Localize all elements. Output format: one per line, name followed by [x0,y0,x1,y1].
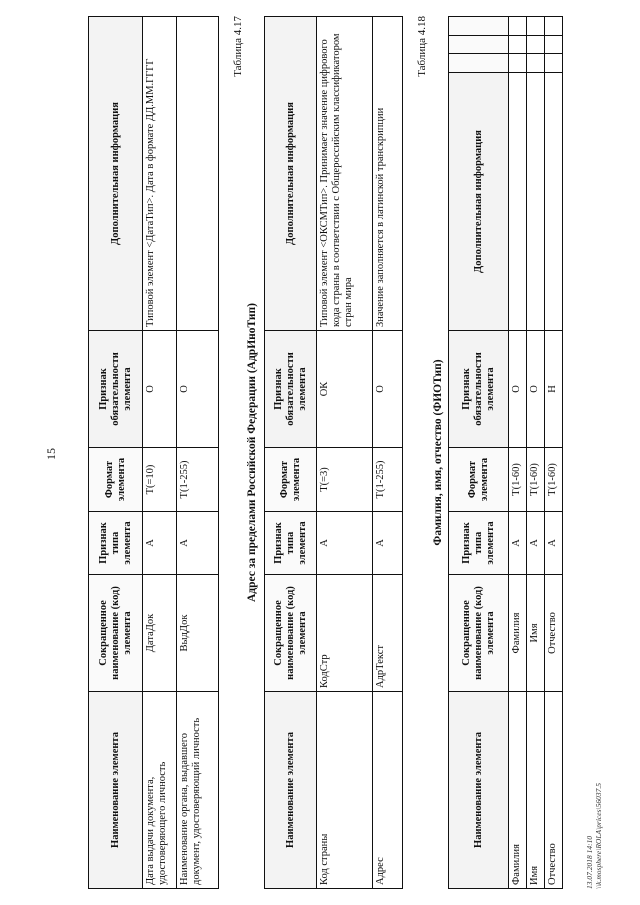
table-row [317,17,373,889]
table-header-row [265,17,317,889]
table-caption: Адрес за пределами Российской Федерации (АдрИноТип) [246,303,258,602]
cell-code: ВыдДок [177,575,219,692]
cell-name: Код страны [317,692,373,889]
table-row [143,17,177,889]
header-name: Наименование элемента [265,692,317,889]
cell-empty [509,54,527,73]
table-row [177,17,219,889]
header-required: Признак обязательности элемента [449,331,509,448]
header-name: Наименование элемента [449,692,509,889]
cell-format: Т(=3) [317,448,373,512]
header-empty [449,36,509,54]
table-header-row [89,17,143,889]
cell-format: Т(1-60) [545,448,563,512]
cell-info: Типовой элемент <ДатаТип>. Дата в формате ДД.ММ.ГГГГ [143,17,177,331]
header-empty [449,54,509,73]
header-type: Признак типа элемента [89,512,143,575]
cell-type: А [317,512,373,575]
table-full-name [448,16,563,889]
cell-empty [509,17,527,36]
table-document-dates [88,16,219,889]
page-number: 15 [44,448,58,460]
cell-format: Т(1-60) [509,448,527,512]
table-row [545,17,563,889]
cell-empty [527,36,545,54]
cell-info [509,73,527,331]
cell-empty [545,36,563,54]
header-format: Формат элемента [89,448,143,512]
table-foreign-address [264,16,403,889]
print-timestamp: 13.07.2018 14:10 [585,835,594,889]
cell-required: ОК [317,331,373,448]
cell-required: О [527,331,545,448]
cell-required: О [143,331,177,448]
cell-required: Н [545,331,563,448]
header-code: Сокращенное наименование (код) элемента [449,575,509,692]
cell-info [527,73,545,331]
cell-code: Имя [527,575,545,692]
cell-empty [509,36,527,54]
cell-name: Дата выдачи документа, удостоверяющего личность [143,692,177,889]
cell-code: Фамилия [509,575,527,692]
cell-name: Наименование органа, выдавшего документ, удостоверяющий личность [177,692,219,889]
cell-required: О [177,331,219,448]
cell-format: Т(1-60) [527,448,545,512]
table-caption: Фамилия, имя, отчество (ФИОТип) [432,359,444,546]
cell-empty [545,17,563,36]
cell-type: А [373,512,403,575]
cell-format: Т(=10) [143,448,177,512]
table-label: Таблица 4.17 [232,16,244,77]
table-row [509,17,527,889]
table-label: Таблица 4.18 [416,16,428,77]
print-footer [585,783,603,889]
header-type: Признак типа элемента [265,512,317,575]
header-empty [449,17,509,36]
cell-code: Отчество [545,575,563,692]
header-required: Признак обязательности элемента [89,331,143,448]
cell-code: ДатаДок [143,575,177,692]
header-type: Признак типа элемента [449,512,509,575]
cell-info [545,73,563,331]
cell-name: Отчество [545,692,563,889]
cell-info [177,17,219,331]
table-row [373,17,403,889]
cell-info: Значение заполняется в латинской транскрипции [373,17,403,331]
header-info: Дополнительная информация [449,73,509,331]
cell-type: А [143,512,177,575]
cell-code: КодСтр [317,575,373,692]
cell-type: А [545,512,563,575]
cell-info: Типовой элемент <ОКСМТип>. Принимает значение цифрового кода страны в соответствии с Общероссийским классификатором стран мира [317,17,373,331]
table-header-row [449,17,509,889]
header-format: Формат элемента [449,448,509,512]
cell-type: А [177,512,219,575]
cell-name: Адрес [373,692,403,889]
cell-format: Т(1-255) [373,448,403,512]
cell-required: О [509,331,527,448]
table-row [527,17,545,889]
cell-empty [527,17,545,36]
cell-empty [545,54,563,73]
cell-format: Т(1-255) [177,448,219,512]
cell-type: А [509,512,527,575]
header-info: Дополнительная информация [265,17,317,331]
cell-code: АдрТекст [373,575,403,692]
file-path: \\k.mosphere\ROLA\prices\56037.5 [594,783,603,889]
cell-type: А [527,512,545,575]
header-format: Формат элемента [265,448,317,512]
cell-name: Имя [527,692,545,889]
cell-required: О [373,331,403,448]
header-code: Сокращенное наименование (код) элемента [265,575,317,692]
header-code: Сокращенное наименование (код) элемента [89,575,143,692]
cell-empty [527,54,545,73]
header-name: Наименование элемента [89,692,143,889]
cell-name: Фамилия [509,692,527,889]
header-info: Дополнительная информация [89,17,143,331]
header-required: Признак обязательности элемента [265,331,317,448]
